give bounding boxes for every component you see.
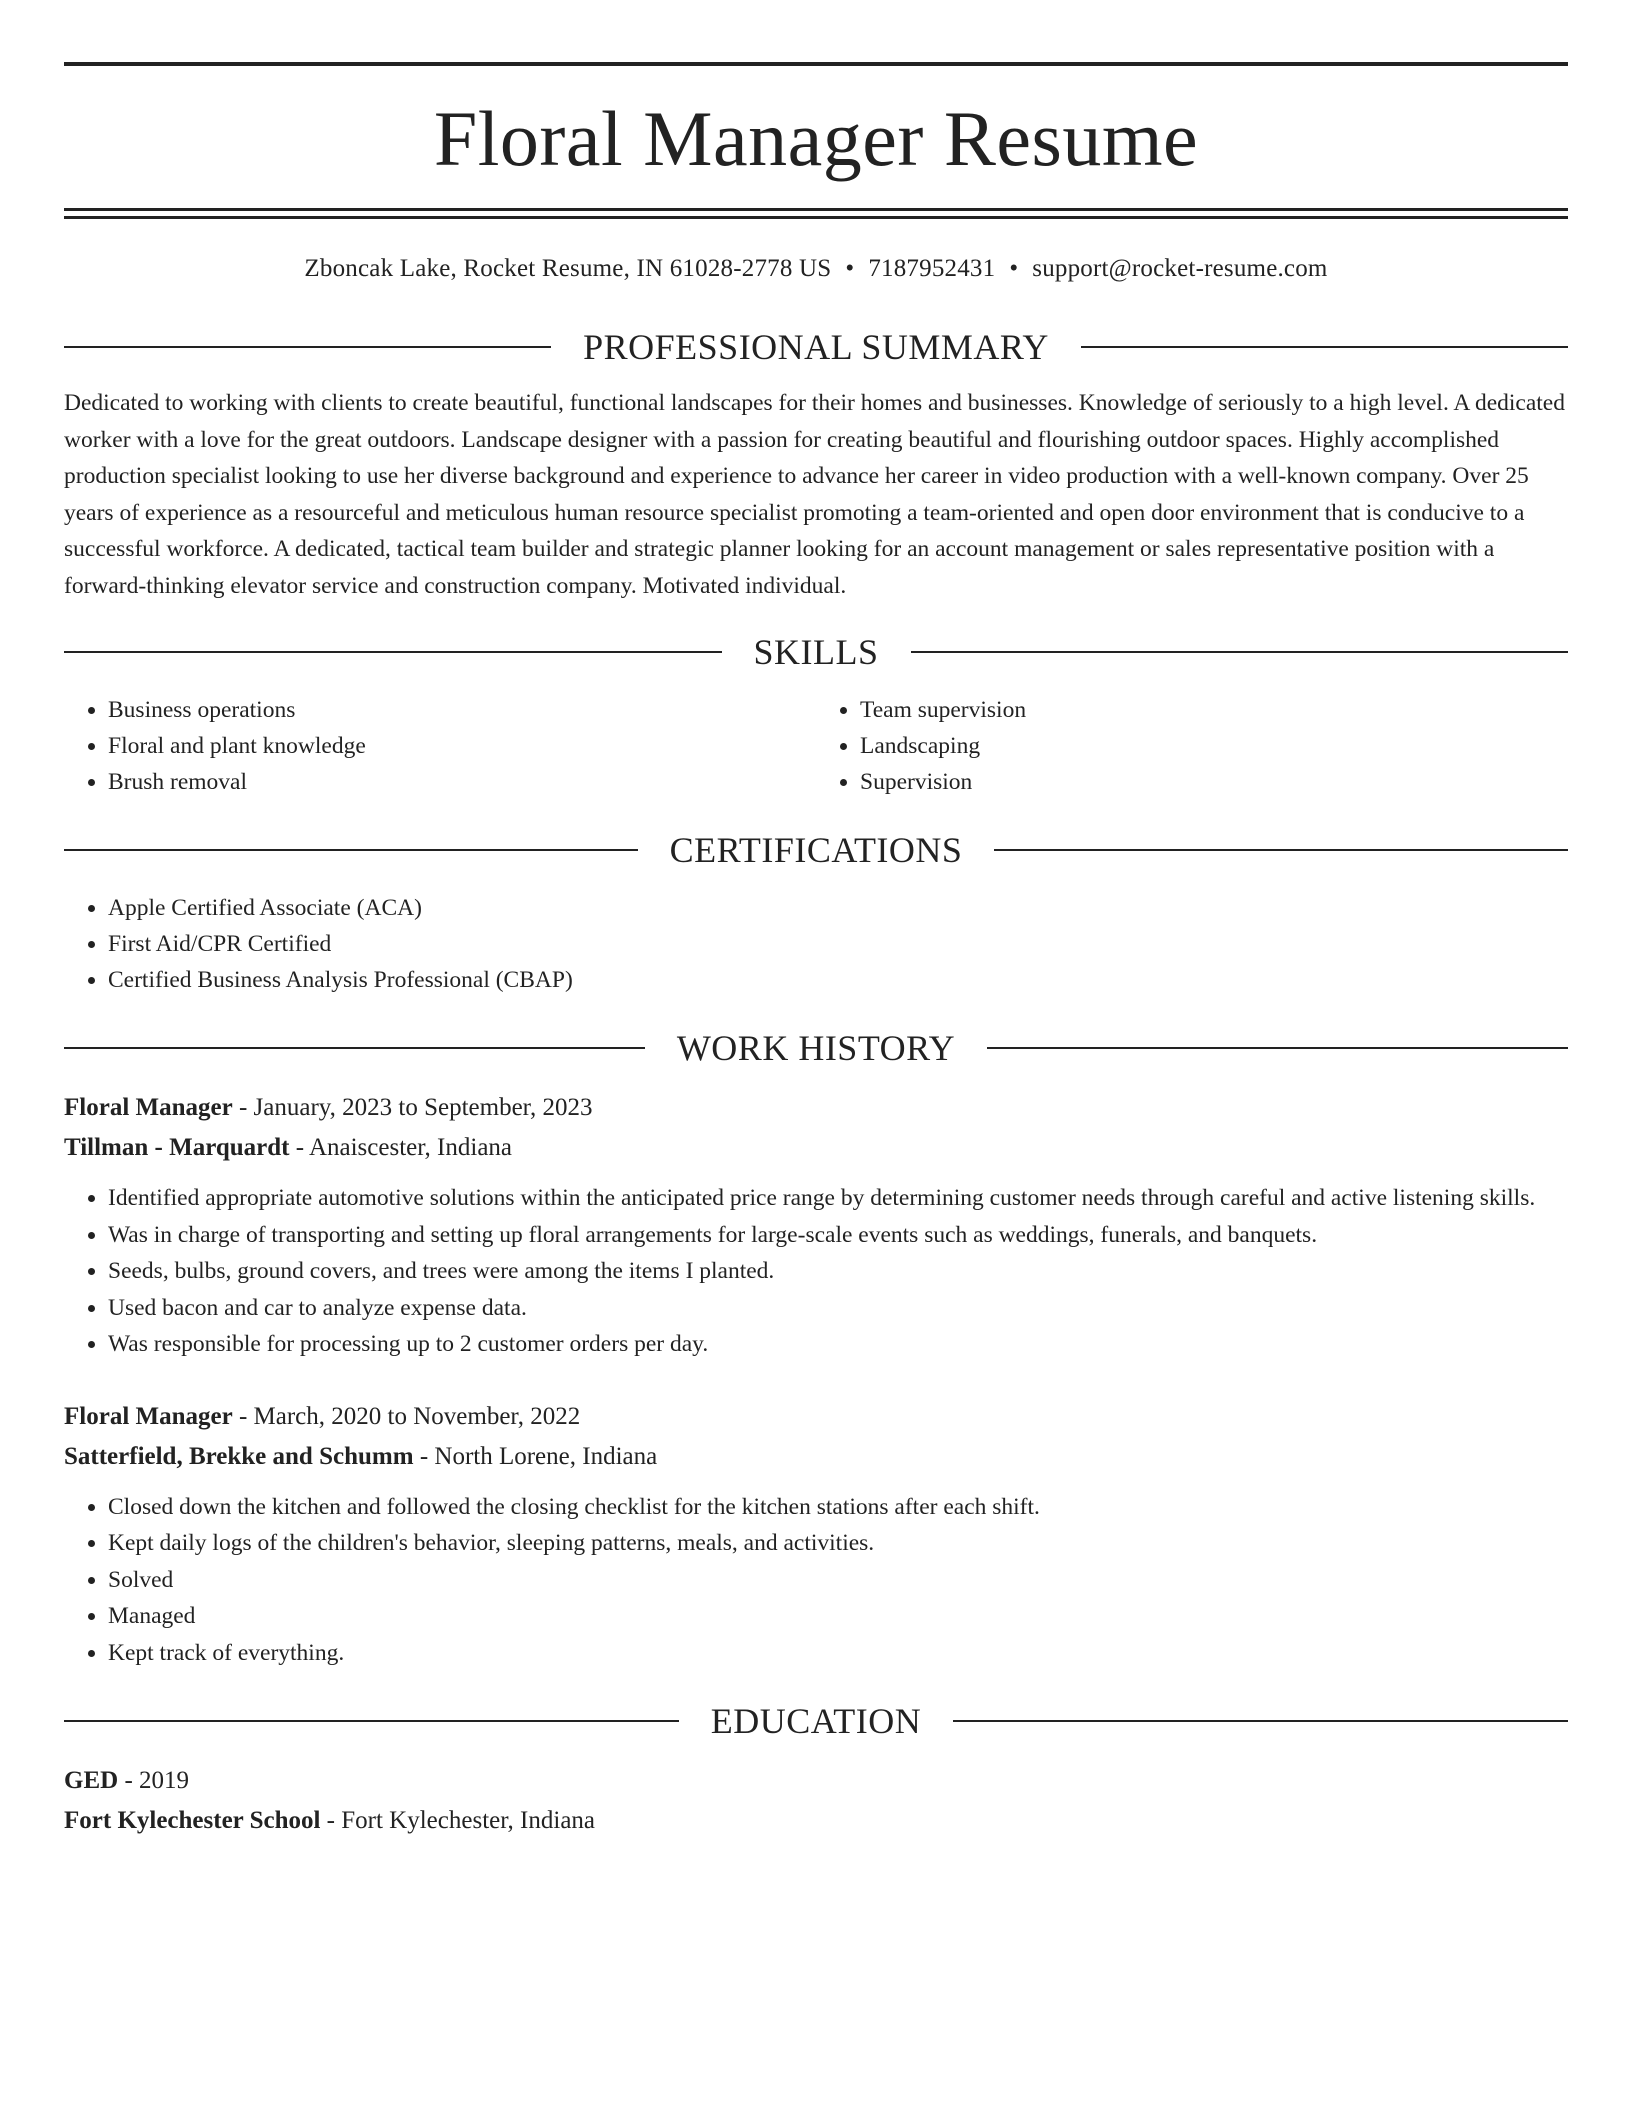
- education-school-line: [64, 1801, 1568, 1841]
- job-bullet: • Managed: [108, 1598, 1568, 1635]
- certification-item: • Certified Business Analysis Professional (CBAP): [108, 962, 1568, 998]
- certification-item: • Apple Certified Associate (ACA): [108, 890, 1568, 926]
- summary-section-header: [64, 329, 1568, 365]
- section-rule: [64, 1720, 679, 1722]
- section-rule: [64, 1047, 645, 1049]
- skills-section-header: [64, 634, 1568, 670]
- job-bullet: • Kept daily logs of the children's behavior, sleeping patterns, meals, and activities.: [108, 1525, 1568, 1562]
- job-company: Tillman - Marquardt: [64, 1134, 290, 1161]
- section-rule: [64, 346, 551, 348]
- skills-heading: SKILLS: [753, 632, 879, 672]
- job-bullet: • Closed down the kitchen and followed the closing checklist for the kitchen stations after each shift.: [108, 1489, 1568, 1526]
- job-bullet: • Seeds, bulbs, ground covers, and trees were among the items I planted.: [108, 1253, 1568, 1290]
- job-title-line: [64, 1088, 1568, 1128]
- certifications-heading: CERTIFICATIONS: [669, 830, 963, 870]
- contact-separator: •: [1009, 255, 1019, 282]
- job-location: - North Lorene, Indiana: [413, 1442, 658, 1470]
- work-heading: WORK HISTORY: [676, 1028, 956, 1068]
- job-bullet: • Was responsible for processing up to 2 customer orders per day.: [108, 1326, 1568, 1363]
- education-heading: EDUCATION: [710, 1701, 922, 1741]
- job-entry: [64, 1088, 1568, 1363]
- job-company-line: [64, 1437, 1568, 1477]
- certification-item: • First Aid/CPR Certified: [108, 926, 1568, 962]
- section-rule: [987, 1047, 1568, 1049]
- job-title-line: [64, 1397, 1568, 1437]
- summary-text: Dedicated to working with clients to create beautiful, functional landscapes for their homes and businesses. Knowledge of seriously to a high level. A dedicated worker with a love for the great outdoors. Landscape designer with a passion for creating beautiful and flourishing outdoor spaces. Highly accomplished production specialist looking to use her diverse background and experience to advance her career in video production with a well-known company. Over 25 years of experience as a resourceful and meticulous human resource specialist promoting a team-oriented and open door environment that is conducive to a successful workforce. A dedicated, tactical team builder and strategic planner looking for an account management or sales representative position with a forward-thinking elevator service and construction company. Motivated individual.: [64, 390, 1565, 599]
- job-entry: [64, 1397, 1568, 1672]
- skill-item: • Brush removal: [108, 764, 816, 800]
- job-title: Floral Manager: [64, 1402, 233, 1430]
- top-rule: [64, 62, 1568, 66]
- contact-address: Zboncak Lake, Rocket Resume, IN 61028-2778 US: [304, 255, 832, 282]
- job-bullets: [64, 1489, 1568, 1672]
- job-dates: - March, 2020 to November, 2022: [232, 1402, 581, 1430]
- resume-page: [64, 0, 1568, 1841]
- job-company: Satterfield, Brekke and Schumm: [64, 1442, 414, 1470]
- section-rule: [953, 1720, 1568, 1722]
- title-double-rule: [64, 208, 1568, 219]
- work-section-header: [64, 1030, 1568, 1066]
- contact-email: support@rocket-resume.com: [1032, 255, 1328, 282]
- contact-separator: •: [845, 255, 855, 282]
- section-rule: [911, 651, 1569, 653]
- job-bullet: • Solved: [108, 1562, 1568, 1599]
- skills-columns: [64, 692, 1568, 800]
- job-company-line: [64, 1128, 1568, 1168]
- certifications-list: [64, 890, 1568, 998]
- education-school: Fort Kylechester School: [64, 1807, 321, 1834]
- job-bullet: • Identified appropriate automotive solutions within the anticipated price range by determining customer needs through careful and active listening skills.: [108, 1180, 1568, 1217]
- job-bullet: • Kept track of everything.: [108, 1635, 1568, 1672]
- job-bullet: • Was in charge of transporting and setting up floral arrangements for large-scale events such as weddings, funerals, and banquets.: [108, 1217, 1568, 1254]
- section-rule: [64, 849, 638, 851]
- education-year: - 2019: [118, 1767, 190, 1794]
- skills-list-right: [816, 692, 1568, 800]
- section-rule: [994, 849, 1568, 851]
- education-degree-line: [64, 1761, 1568, 1801]
- education-degree: GED: [64, 1767, 119, 1794]
- section-rule: [1081, 346, 1568, 348]
- summary-heading: PROFESSIONAL SUMMARY: [583, 327, 1049, 367]
- education-section-header: [64, 1703, 1568, 1739]
- skill-item: • Floral and plant knowledge: [108, 728, 816, 764]
- skill-item: • Supervision: [860, 764, 1568, 800]
- skill-item: • Team supervision: [860, 692, 1568, 728]
- section-rule: [64, 651, 722, 653]
- education-location: - Fort Kylechester, Indiana: [320, 1807, 596, 1834]
- job-title: Floral Manager: [64, 1094, 233, 1121]
- contact-line: [64, 255, 1568, 283]
- contact-phone: 7187952431: [868, 255, 996, 282]
- skill-item: • Business operations: [108, 692, 816, 728]
- job-bullets: [64, 1180, 1568, 1363]
- certifications-section-header: [64, 832, 1568, 868]
- job-location: - Anaiscester, Indiana: [289, 1134, 513, 1161]
- job-dates: - January, 2023 to September, 2023: [232, 1094, 593, 1121]
- resume-title: Floral Manager Resume: [433, 95, 1199, 182]
- job-bullet: • Used bacon and car to analyze expense data.: [108, 1290, 1568, 1327]
- skills-list-left: [64, 692, 816, 800]
- skill-item: • Landscaping: [860, 728, 1568, 764]
